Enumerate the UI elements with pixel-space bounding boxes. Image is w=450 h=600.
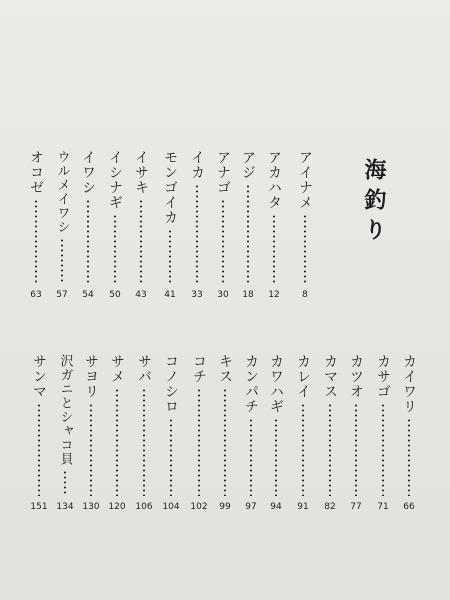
entry-title: アナゴ <box>215 150 231 195</box>
section-heading: 海釣り <box>361 158 387 248</box>
dot-leader <box>35 199 37 284</box>
toc-entry[interactable] <box>106 354 128 512</box>
toc-entry[interactable] <box>372 354 394 512</box>
toc-entry[interactable] <box>54 354 76 512</box>
toc-entry[interactable] <box>237 150 259 300</box>
page-number: 18 <box>242 290 254 300</box>
dot-leader <box>408 418 410 496</box>
entry-title: モンゴイカ <box>162 150 178 225</box>
toc-entry[interactable] <box>214 354 236 512</box>
entry-title: カツオ <box>348 354 364 399</box>
page-number: 66 <box>403 502 415 512</box>
toc-entry[interactable] <box>345 354 367 512</box>
page-number: 120 <box>108 502 126 512</box>
page-number: 82 <box>324 502 336 512</box>
page-number: 97 <box>245 502 257 512</box>
entry-title: コチ <box>191 354 207 384</box>
dot-leader <box>224 388 226 496</box>
dot-leader <box>116 388 118 496</box>
dot-leader <box>61 238 63 284</box>
toc-entry[interactable] <box>133 354 155 512</box>
dot-leader <box>169 229 171 284</box>
page-number: 106 <box>135 502 153 512</box>
toc-entry[interactable] <box>265 354 287 512</box>
toc-entry[interactable] <box>77 150 99 300</box>
dot-leader <box>87 199 89 284</box>
dot-leader <box>198 388 200 496</box>
entry-title: イワシ <box>80 150 96 195</box>
page-number: 104 <box>162 502 180 512</box>
dot-leader <box>247 184 249 284</box>
toc-entry[interactable] <box>159 150 181 300</box>
toc-entry[interactable] <box>212 150 234 300</box>
entry-title: カイワリ <box>401 354 417 414</box>
entry-title: カレイ <box>295 354 311 399</box>
entry-title: イシナギ <box>107 150 123 210</box>
page-number: 94 <box>270 502 282 512</box>
toc-entry[interactable] <box>51 150 73 300</box>
entry-title: アイナメ <box>297 150 313 210</box>
dot-leader <box>355 403 357 496</box>
page-number: 63 <box>30 290 42 300</box>
page-number: 71 <box>377 502 389 512</box>
toc-entry[interactable] <box>319 354 341 512</box>
entry-title: イサキ <box>133 150 149 195</box>
page-number: 30 <box>217 290 229 300</box>
dot-leader <box>304 214 306 284</box>
dot-leader <box>273 214 275 284</box>
dot-leader <box>250 418 252 496</box>
entry-title: アジ <box>240 150 256 180</box>
entry-title: アカハタ <box>266 150 282 210</box>
dot-leader <box>90 403 92 496</box>
toc-entry[interactable] <box>398 354 420 512</box>
page-number: 134 <box>56 502 74 512</box>
toc-entry[interactable] <box>294 150 316 300</box>
toc-entry[interactable] <box>160 354 182 512</box>
entry-title: キス <box>217 354 233 384</box>
dot-leader <box>275 418 277 496</box>
dot-leader <box>38 403 40 496</box>
entry-title: カワハギ <box>268 354 284 414</box>
entry-title: オコゼ <box>28 150 44 195</box>
page-number: 91 <box>297 502 309 512</box>
entry-title: サヨリ <box>83 354 99 399</box>
dot-leader <box>329 403 331 496</box>
entry-title: カマス <box>322 354 338 399</box>
page-number: 57 <box>56 290 68 300</box>
dot-leader <box>170 418 172 496</box>
page-number: 41 <box>164 290 176 300</box>
page-number: 77 <box>350 502 362 512</box>
entry-title: カンパチ <box>243 354 259 414</box>
entry-title: カサゴ <box>375 354 391 399</box>
dot-leader <box>382 403 384 496</box>
entry-title: サメ <box>109 354 125 384</box>
entry-title: サバ <box>136 354 152 384</box>
toc-entry[interactable] <box>25 150 47 300</box>
toc-entry[interactable] <box>130 150 152 300</box>
entry-title: サンマ <box>31 354 47 399</box>
page-number: 130 <box>82 502 100 512</box>
dot-leader <box>143 388 145 496</box>
toc-entry[interactable] <box>28 354 50 512</box>
page-number: 8 <box>302 290 308 300</box>
toc-entry[interactable] <box>240 354 262 512</box>
toc-entry[interactable] <box>104 150 126 300</box>
toc-entry[interactable] <box>188 354 210 512</box>
page-number: 102 <box>190 502 208 512</box>
dot-leader <box>196 184 198 284</box>
dot-leader <box>222 199 224 284</box>
dot-leader <box>64 470 66 496</box>
entry-title: ウルメイワシ <box>54 150 70 234</box>
page-number: 12 <box>268 290 280 300</box>
page-number: 151 <box>30 502 48 512</box>
page-number: 54 <box>82 290 94 300</box>
page-number: 33 <box>191 290 203 300</box>
toc-entry[interactable] <box>263 150 285 300</box>
dot-leader <box>140 199 142 284</box>
entry-title: イカ <box>189 150 205 180</box>
toc-entry[interactable] <box>186 150 208 300</box>
page-number: 99 <box>219 502 231 512</box>
toc-entry[interactable] <box>80 354 102 512</box>
entry-title: コノシロ <box>163 354 179 414</box>
dot-leader <box>114 214 116 284</box>
dot-leader <box>302 403 304 496</box>
page-number: 43 <box>135 290 147 300</box>
entry-title: 沢ガニとシャコ貝 <box>57 354 73 466</box>
page-number: 50 <box>109 290 121 300</box>
toc-entry[interactable] <box>292 354 314 512</box>
